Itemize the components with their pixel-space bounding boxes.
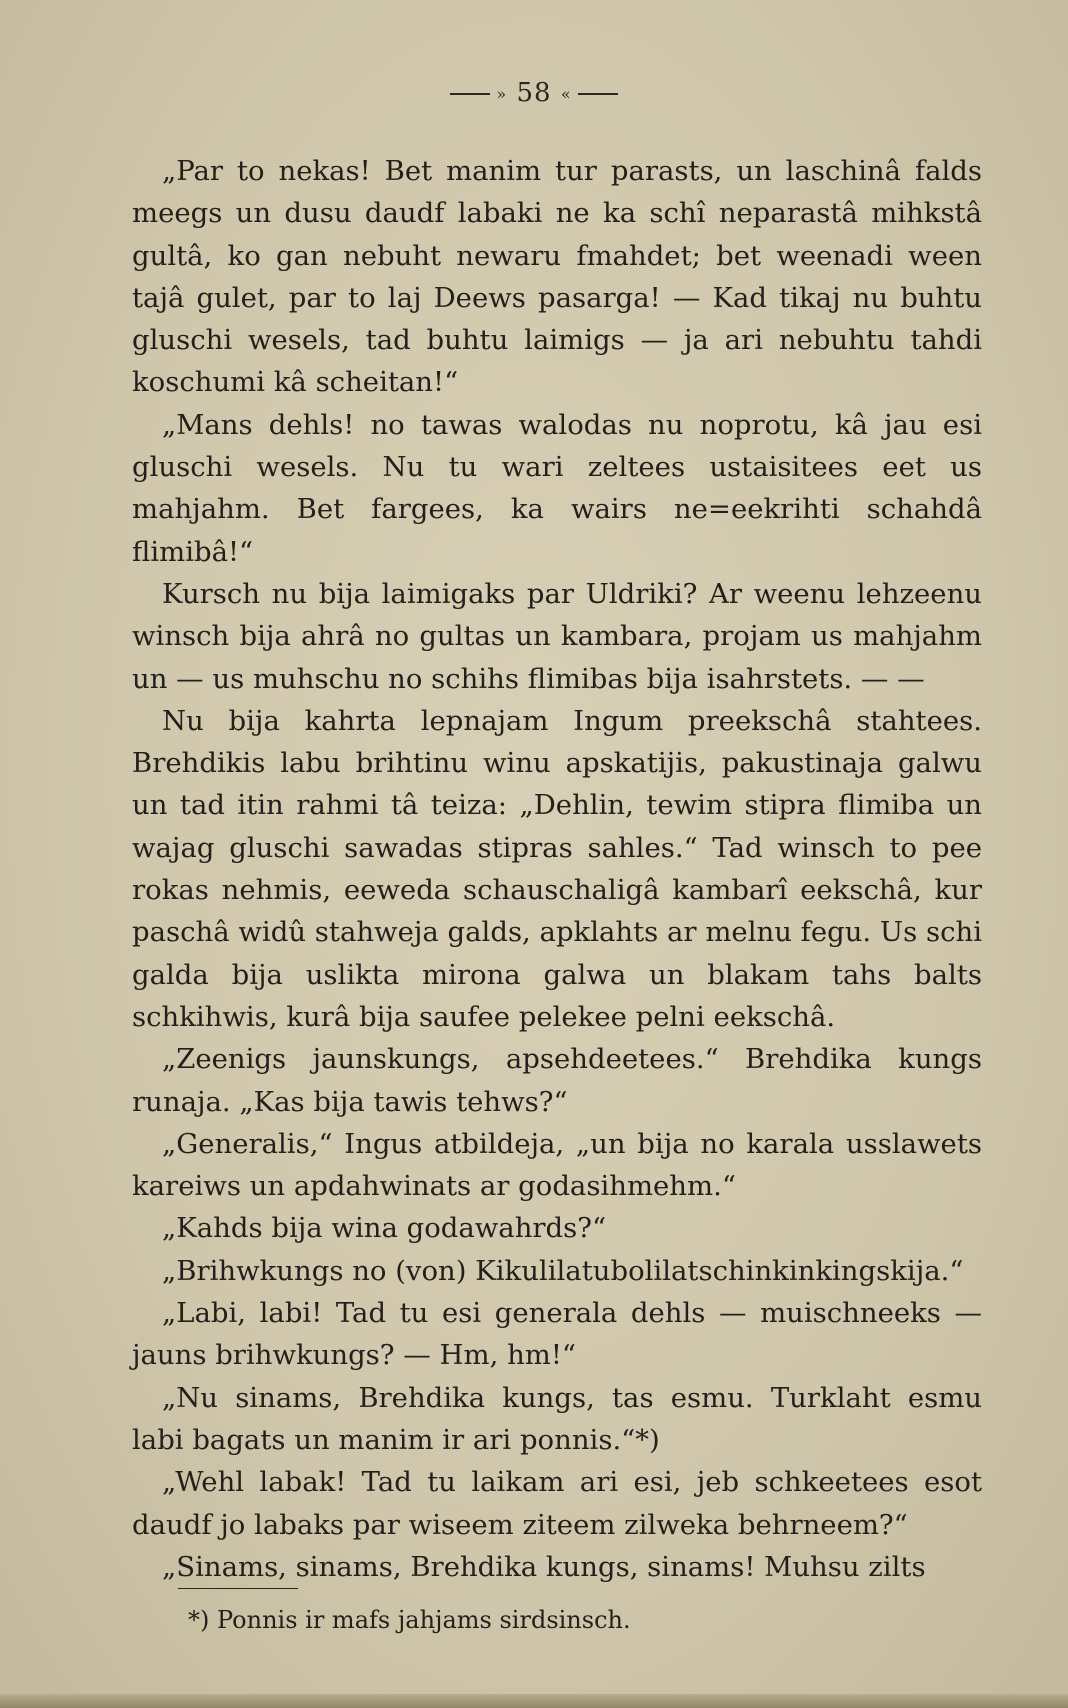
body-text xyxy=(132,150,982,1588)
header-rule-left xyxy=(450,93,490,95)
paragraph: „Mans dehls! no tawas walodas nu noprotu, kâ jau esi gluschi wesels. Nu tu wari zeltees ustaisitees eet us mahjahm. Bet fargees, ka wairs ne=eekrihti schahdâ flimibâ!“ xyxy=(132,408,982,568)
header-rule-right xyxy=(578,93,618,95)
ornament-left-icon: » xyxy=(496,84,508,104)
page-number: 58 xyxy=(516,78,552,108)
paragraph: „Par to nekas! Bet manim tur parasts, un laschinâ falds meegs un dusu daudf labaki ne ka schî neparastâ mihkstâ gultâ, ko gan nebuht newaru fmahdet; bet weenadi ween tajâ gulet, par to laj Deews pasarga! — Kad tikaj nu buhtu gluschi wesels, tad buhtu laimigs — ja ari nebuhtu tahdi koschumi kâ scheitan!“ xyxy=(132,155,982,399)
paragraph: „Zeenigs jaunskungs, apsehdeetees.“ Brehdika kungs runaja. „Kas bija tawis tehws?“ xyxy=(132,1043,982,1118)
paragraph: „Kahds bija wina godawahrds?“ xyxy=(162,1212,607,1245)
paragraph: „Wehl labak! Tad tu laikam ari esi, jeb schkeetees esot daudf jo labaks par wiseem ziteem zilweka behrneem?“ xyxy=(132,1466,982,1541)
paragraph: „Nu sinams, Brehdika kungs, tas esmu. Turklaht esmu labi bagats un manim ir ari ponnis.“*) xyxy=(132,1381,982,1456)
paragraph: „Brihwkungs no (von) Kikulilatubolilatschinkinkingskija.“ xyxy=(162,1254,964,1287)
paragraph: „Sinams, sinams, Brehdika kungs, sinams! Muhsu zilts xyxy=(162,1550,926,1583)
paragraph: „Generalis,“ Ingus atbildeja, „un bija no karala usslawets kareiws un apdahwinats ar godasihmehm.“ xyxy=(132,1127,982,1203)
paragraph: „Labi, labi! Tad tu esi generala dehls — muischneeks — jauns brihwkungs? — Hm, hm!“ xyxy=(132,1297,982,1372)
paragraph: Nu bija kahrta lepnajam Ingum preekschâ stahtees. Brehdikis labu brihtinu winu apskatijis, pakustinaja galwu un tad itin rahmi tâ teiza: „Dehlin, tewim stipra flimiba un wajag gluschi sawadas stipras sahles.“ Tad winsch to pee rokas nehmis, eeweda schauschaligâ kambarî eekschâ, kur paschâ widû stahweja galds, apklahts ar melnu fegu. Us schi galda bija uslikta mirona galwa un blakam tahs balts schkihwis, kurâ bija saufee pelekee pelni eekschâ. xyxy=(132,704,982,1033)
page-header xyxy=(0,78,1068,108)
paragraph: Kursch nu bija laimigaks par Uldriki? Ar weenu lehzeenu winsch bija ahrâ no gultas un kambara, projam us mahjahm un — us muhschu no schihs flimibas bija isahrstets. — — xyxy=(132,577,982,695)
footnote-divider xyxy=(178,1588,298,1589)
footnote: *) Ponnis ir mafs jahjams sirdsinsch. xyxy=(188,1606,631,1634)
ornament-right-icon: « xyxy=(560,84,572,104)
